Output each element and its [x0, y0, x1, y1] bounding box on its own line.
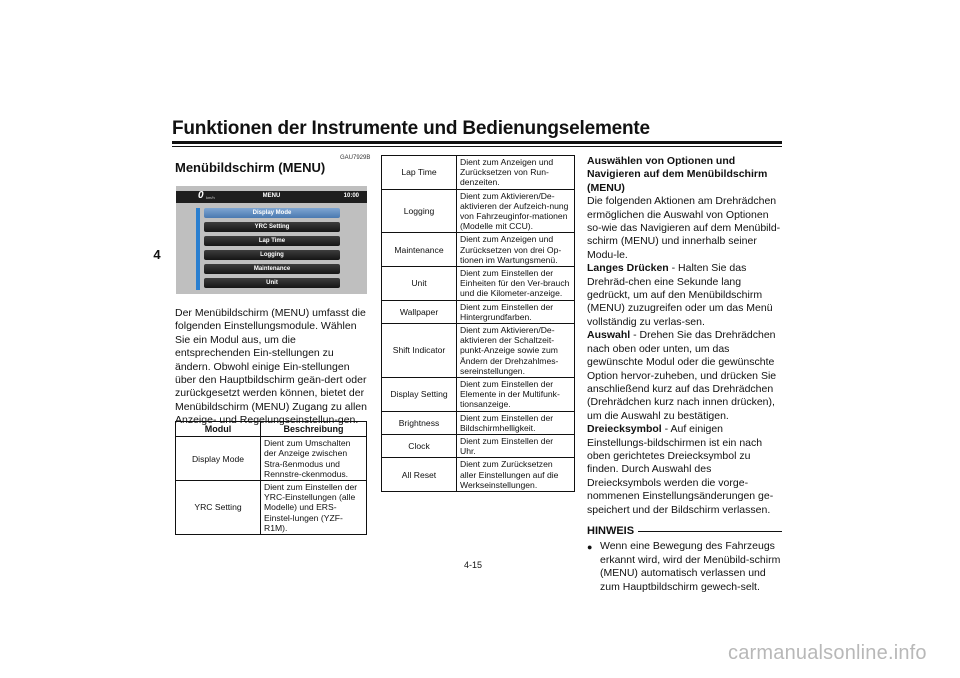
section-title: Menübildschirm (MENU) [175, 160, 326, 175]
triangle-term: Dreiecksymbol [587, 423, 662, 436]
select-term: Auswahl [587, 329, 631, 342]
module-name: Unit [382, 267, 457, 301]
module-name: Logging [382, 189, 457, 233]
table-row [382, 324, 575, 378]
module-table-middle [381, 155, 575, 492]
long-press-term: Langes Drücken [587, 262, 669, 275]
table-row [382, 378, 575, 412]
module-name: YRC Setting [176, 481, 261, 535]
table-row [176, 437, 367, 481]
menu-screen-illustration [176, 186, 367, 294]
header-rule-thin [172, 146, 782, 147]
screen-scrollbar [196, 208, 200, 290]
section-code: GAU7929B [340, 155, 371, 161]
long-press-text: - Halten Sie das Drehräd-chen eine Sekunde lang gedrückt, um auf den Menübildschirm (MENU) zuzugreifen oder um das Menü vollständig zu verlas-sen. [587, 262, 773, 328]
screen-speed-unit: km/h [206, 195, 215, 200]
note-bullet-text: Wenn eine Bewegung des Fahrzeugs erkannt wird, wird der Menübild-schirm (MENU) automatisch verlassen und zum Hauptbildschirm gewech-selt. [600, 540, 781, 593]
table-row [382, 156, 575, 190]
module-description: Dient zum Anzeigen und Zurücksetzen von drei Op-tionen im Wartungsmenü. [457, 233, 575, 267]
table-row [382, 300, 575, 323]
module-description: Dient zum Einstellen der Einheiten für den Ver-brauch und die Kilometer-anzeige. [457, 267, 575, 301]
long-press-paragraph [587, 262, 782, 329]
module-description: Dient zum Aktivieren/De-aktivieren der Aufzeich-nung von Fahrzeuginfor-mationen (Modelle mit CCU). [457, 189, 575, 233]
triangle-paragraph [587, 423, 782, 517]
module-table-left [175, 421, 367, 535]
navigation-heading: Auswählen von Optionen und Navigieren auf dem Menübildschirm (MENU) [587, 155, 768, 194]
intro-text: Der Menübildschirm (MENU) umfasst die folgenden Einstellungsmodule. Wählen Sie ein Modul aus, um die entsprechenden Ein-stellungen zu ändern. Obwohl einige Ein-stellungen über den Hauptbildschirm geän-dert oder zurückgesetzt werden können, bietet der Menübildschirm (MENU) Zugang zu allen Anzeige- und Regelungseinstellun-gen. [175, 307, 367, 427]
bullet-icon: ● [587, 542, 593, 553]
module-name: Lap Time [382, 156, 457, 190]
module-description: Dient zum Zurücksetzen aller Einstellungen auf die Werkseinstellungen. [457, 458, 575, 492]
module-name: Brightness [382, 411, 457, 434]
screen-item-maintenance: Maintenance [204, 264, 340, 274]
intro-paragraph [175, 307, 370, 428]
select-paragraph [587, 329, 782, 423]
screen-top-bar [176, 191, 367, 203]
table-row [382, 267, 575, 301]
module-name: Maintenance [382, 233, 457, 267]
table-row [382, 435, 575, 458]
page-header-title: Funktionen der Instrumente und Bedienungselemente [172, 118, 650, 139]
table-row [382, 233, 575, 267]
note-bullet-item [587, 540, 782, 594]
watermark: carmanualsonline.info [728, 642, 927, 664]
screen-menu-title: MENU [262, 193, 281, 199]
module-description: Dient zum Umschalten der Anzeige zwischen Stra-ßenmodus und Rennstre-ckenmodus. [261, 437, 367, 481]
page-number: 4-15 [464, 560, 483, 570]
col-header-description: Beschreibung [261, 422, 367, 437]
triangle-text: - Auf einigen Einstellungs-bildschirmen ist ein nach oben gerichtetes Dreiecksymbol zu finden. Durch Auswahl des Dreiecksymbols werden die vorge-nommenen Einstellungsänderungen ge-speichert und der Bildschirm verlassen. [587, 423, 774, 516]
header-rule [172, 141, 782, 144]
note-heading-row [587, 525, 782, 538]
screen-item-logging: Logging [204, 250, 340, 260]
screen-clock: 10:00 [343, 193, 359, 199]
table-row [382, 458, 575, 492]
table-row [176, 481, 367, 535]
screen-speed: 0 [198, 190, 204, 201]
module-name: Shift Indicator [382, 324, 457, 378]
module-name: Display Mode [176, 437, 261, 481]
col-header-module: Modul [176, 422, 261, 437]
module-description: Dient zum Einstellen der Hintergrundfarben. [457, 300, 575, 323]
module-description: Dient zum Einstellen der YRC-Einstellungen (alle Modelle) und ERS-Einstel-lungen (YZF-R1M). [261, 481, 367, 535]
chapter-tab: 4 [150, 242, 164, 268]
table-header-row [176, 422, 367, 437]
module-description: Dient zum Anzeigen und Zurücksetzen von Run-denzeiten. [457, 156, 575, 190]
note-rule [638, 531, 782, 532]
module-description: Dient zum Einstellen der Elemente in der Multifunk-tionsanzeige. [457, 378, 575, 412]
module-description: Dient zum Aktivieren/De-aktivieren der Schaltzeit-punkt-Anzeige sowie zum Ändern der Drehzahlmes-sereinstellungen. [457, 324, 575, 378]
module-name: Wallpaper [382, 300, 457, 323]
navigation-instructions [587, 155, 782, 594]
module-description: Dient zum Einstellen der Uhr. [457, 435, 575, 458]
screen-item-lap-time: Lap Time [204, 236, 340, 246]
screen-item-display-mode: Display Mode [204, 208, 340, 218]
table-row [382, 411, 575, 434]
screen-item-unit: Unit [204, 278, 340, 288]
module-description: Dient zum Einstellen der Bildschirmhelligkeit. [457, 411, 575, 434]
note-heading: HINWEIS [587, 524, 635, 537]
navigation-intro: Die folgenden Aktionen am Drehrädchen ermöglichen die Auswahl von Optionen so-wie das Navigieren auf dem Menübild-schirm (MENU) und innerhalb seiner Modu-le. [587, 195, 781, 261]
module-name: Display Setting [382, 378, 457, 412]
screen-item-yrc-setting: YRC Setting [204, 222, 340, 232]
table-row [382, 189, 575, 233]
module-name: Clock [382, 435, 457, 458]
module-name: All Reset [382, 458, 457, 492]
select-text: - Drehen Sie das Drehrädchen nach oben oder unten, um das gewünschte Modul oder die gewünschte Option hervor-zuheben, und drücken Sie anschließend kurz auf das Drehrädchen (Drehrädchen kurz nach innen drücken), um die Auswahl zu bestätigen. [587, 329, 777, 422]
